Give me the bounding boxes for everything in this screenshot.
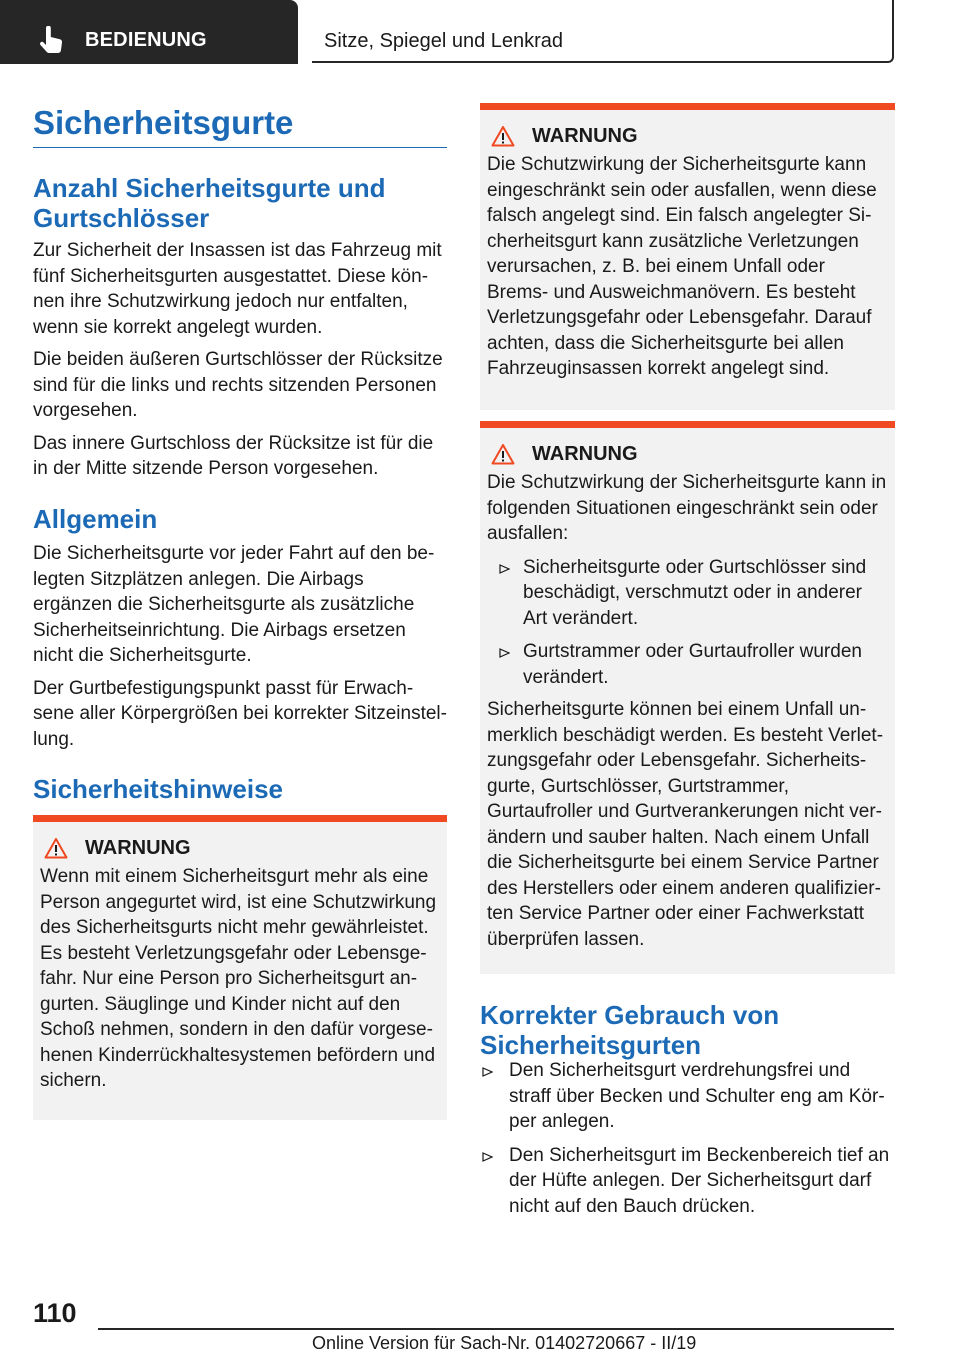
bullet-triangle-icon <box>499 648 510 658</box>
warning-list <box>487 555 887 691</box>
usage-list <box>480 1058 895 1219</box>
warning-text: Wenn mit einem Sicherheitsgurt mehr als eine Person angegurtet wird, ist eine Schutzwirkung des Sicherheitsgurts nicht mehr gewährleistet. Es besteht Verletzungsgefahr oder Lebensgefahr. Nur eine Person pro Sicherheitsgurt angurten. Säuglinge und Kinder nicht auf den Schoß nehmen, sondern in den dafür vorgesehenen Kinderrückhaltesystemen befördern und sichern. <box>40 866 437 1091</box>
paragraph: Die beiden äußeren Gurtschlösser der Rücksitze sind für die links und rechts sitzenden Personen vorgesehen. <box>33 349 443 421</box>
page-number: 110 <box>33 1298 77 1328</box>
warning-title: WARNUNG <box>532 443 638 465</box>
warning-box <box>480 103 895 410</box>
list-item: Den Sicherheitsgurt im Beckenbereich tief an der Hüfte anlegen. Der Sicherheitsgurt darf nicht auf den Bauch drücken. <box>480 1143 895 1220</box>
heading-anzahl: Anzahl Sicherheitsgurte und Gurtschlösser <box>33 173 386 233</box>
warning-text: Sicherheitsgurte können bei einem Unfall unmerklich beschädigt werden. Es besteht Verletzungsgefahr oder Lebensgefahr. Sicherheitsgurte, Gurtschlösser, Gurtstrammer, Gurtaufroller und Gurtverankerungen nicht verändern und sauber halten. Nach einem Unfall die Sicherheitsgurte bei einem Service Partner des Herstellers oder einem anderen qualifizierten Service Partner oder einer Fachwerkstatt überprüfen lassen. <box>487 699 884 950</box>
heading-allgemein: Allgemein <box>33 504 158 534</box>
warning-title: WARNUNG <box>85 837 191 859</box>
section-label: BEDIENUNG <box>85 29 207 51</box>
footer-text: Online Version für Sach-Nr. 01402720667 - II/19 <box>312 1333 697 1353</box>
warning-text: Die Schutzwirkung der Sicherheitsgurte kann eingeschränkt sein oder ausfallen, wenn diese falsch angelegt sind. Ein falsch angelegter Sicherheitsgurt kann zusätzliche Verletzungen verursachen, z. B. bei einem Unfall oder Brems- und Ausweichmanövern. Es besteht Verletzungsgefahr oder Lebensgefahr. Darauf achten, dass die Sicherheitsgurte bei allen Fahrzeuginsassen korrekt angelegt sind. <box>487 154 877 379</box>
bullet-triangle-icon <box>499 564 510 574</box>
paragraph: Der Gurtbefestigungspunkt passt für Erwachsene aller Körpergrößen bei korrekter Sitzeinstellung. <box>33 677 447 750</box>
page-title: Sicherheitsgurte <box>33 104 447 148</box>
bullet-triangle-icon <box>482 1152 493 1162</box>
warning-triangle-icon <box>44 837 68 859</box>
paragraph: Die Sicherheitsgurte vor jeder Fahrt auf den belegten Sitzplätzen anlegen. Die Airbags ergänzen die Sicherheitsgurte als zusätzliche Sicherheitseinrichtung. Die Airbags ersetzen nicht die Sicherheitsgurte. <box>33 543 435 666</box>
list-item: Sicherheitsgurte oder Gurtschlösser sind beschädigt, verschmutzt oder in anderer Art verändert. <box>487 555 887 632</box>
heading-sicherheitshinweise: Sicherheitshinweise <box>33 774 283 804</box>
paragraph: Zur Sicherheit der Insassen ist das Fahrzeug mit fünf Sicherheitsgurten ausgestattet. Diese können ihre Schutzwirkung jedoch nur entfalten, wenn sie korrekt angelegt wurden. <box>33 240 442 338</box>
warning-triangle-icon <box>491 125 515 147</box>
list-item: Gurtstrammer oder Gurtaufroller wurden verändert. <box>487 639 887 690</box>
bullet-triangle-icon <box>482 1067 493 1077</box>
hand-pointer-icon <box>38 26 64 54</box>
heading-korrekter-gebrauch: Korrekter Gebrauch von Sicherheitsgurten <box>480 1000 780 1060</box>
chapter-label: Sitze, Spiegel und Lenkrad <box>324 30 564 52</box>
warning-triangle-icon <box>491 443 515 465</box>
footer-divider <box>98 1328 894 1330</box>
warning-box <box>480 421 895 974</box>
warning-title: WARNUNG <box>532 125 638 147</box>
chapter-header[interactable] <box>312 0 894 63</box>
warning-box <box>33 815 447 1120</box>
list-item: Den Sicherheitsgurt verdrehungsfrei und straff über Becken und Schulter eng am Körper anlegen. <box>480 1058 895 1135</box>
section-tab[interactable] <box>0 0 298 64</box>
warning-text: Die Schutzwirkung der Sicherheitsgurte kann in folgenden Situationen eingeschränkt sein oder ausfallen: <box>487 472 887 544</box>
paragraph: Das innere Gurtschloss der Rücksitze ist für die in der Mitte sitzende Person vorgesehen. <box>33 432 434 479</box>
